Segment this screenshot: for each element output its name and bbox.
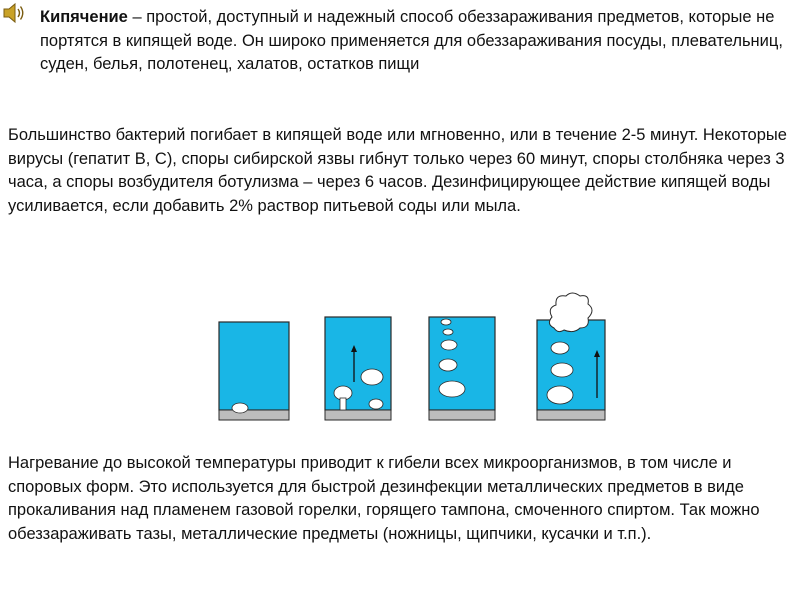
beaker-stage-3	[429, 317, 495, 420]
heating-paragraph: Нагревание до высокой температуры приводит к гибели всех микроорганизмов, в том числе и споровых форм. Это используется для быстрой дезинфекции металлических предметов в виде прокаливания над пламенем газовой горелки, горящего тампона, смоченного спиртом. Так можно обеззараживать тазы, металлические предметы (ножницы, щипчики, кусачки и т.п.).	[8, 454, 760, 543]
beaker-stage-2	[325, 317, 391, 420]
beaker-stage-4	[537, 293, 605, 420]
intro-text: – простой, доступный и надежный способ обеззараживания предметов, которые не портятся в кипящей воде. Он широко применяется для обеззараживания посуды, плевательниц, суден, белья, полотенец, халатов, остатков пищи	[40, 8, 783, 73]
intro-term: Кипячение	[40, 8, 128, 26]
intro-paragraph	[40, 6, 785, 77]
beaker-stage-1	[219, 322, 289, 420]
boiling-stages-figure	[214, 286, 606, 426]
speaker-icon[interactable]	[2, 2, 26, 24]
bacteria-paragraph: Большинство бактерий погибает в кипящей воде или мгновенно, или в течение 2-5 минут. Некоторые вирусы (гепатит В, С), споры сибирской язвы гибнут только через 60 минут, споры столбняка через 3 часа, а споры возбудителя ботулизма – через 6 часов. Дезинфицирующее действие кипящей воды усиливается, если добавить 2% раствор питьевой соды или мыла.	[8, 126, 787, 215]
